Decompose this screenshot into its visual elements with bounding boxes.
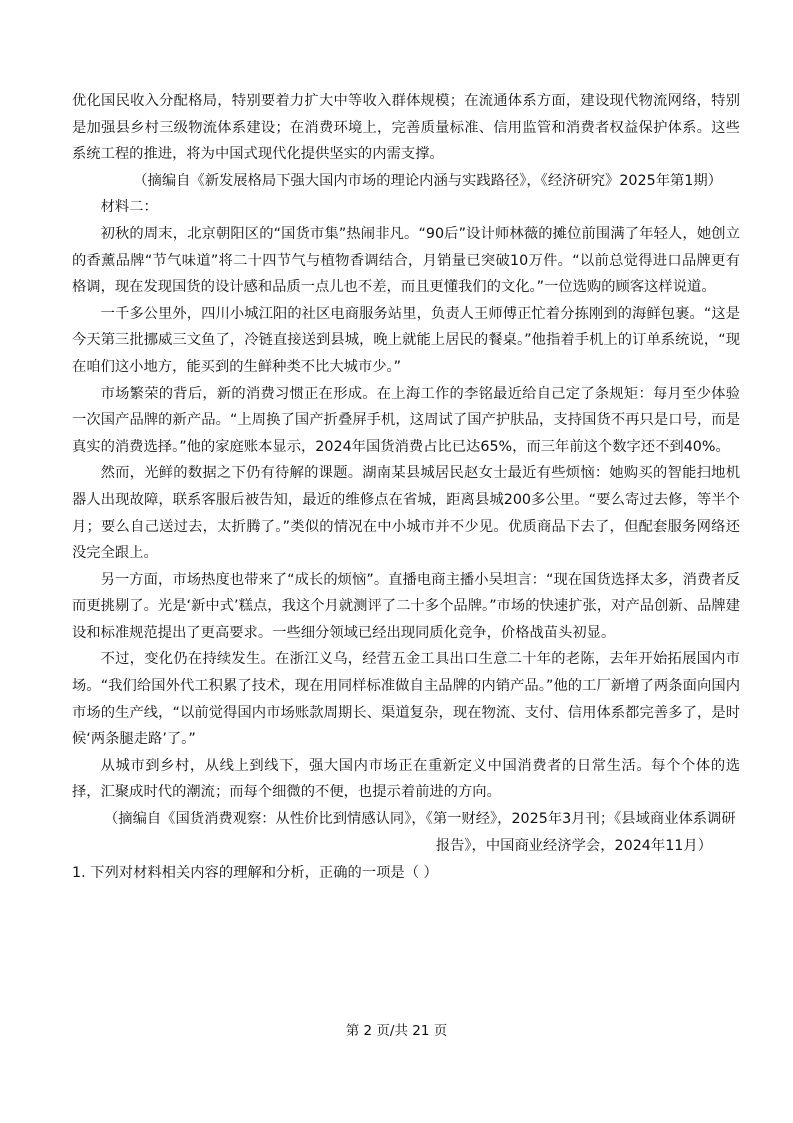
body-paragraph: 另一方面，市场热度也带来了“成长的烦恼”。直播电商主播小吴坦言：“现在国货选择太多，消费者反而更挑剔了。光是‘新中式’糕点，我这个月就测评了二十多个品牌。”市场的快速扩张，对产品创新、品牌建设和标准规范提出了更高要求。一些细分领域已经出现同质化竞争，价格战苗头初显。 bbox=[72, 571, 740, 641]
body-paragraph: 初秋的周末，北京朝阳区的“国货市集”热闹非凡。“90后”设计师林薇的摊位前围满了年轻人，她创立的香薰品牌“节气味道”将二十四节气与植物香调结合，月销量已突破10万件。“以前总觉得进口品牌更有格调，现在发现国货的设计感和品质一点儿也不差，而且更懂我们的文化。”一位选购的顾客这样说道。 bbox=[72, 225, 740, 296]
body-paragraph: 市场繁荣的背后，新的消费习惯正在形成。在上海工作的李铭最近给自己定了条规矩：每月至少体验一次国产品牌的新产品。“上周换了国产折叠屏手机，这周试了国产护肤品，支持国货不再只是口号，而是真实的消费选择。”他的家庭账本显示，2024年国货消费占比已达65%，而三年前这个数字还不到40%。 bbox=[72, 385, 740, 455]
document-body bbox=[72, 88, 740, 885]
body-paragraph: 一千多公里外，四川小城江阳的社区电商服务站里，负责人王师傅正忙着分拣刚到的海鲜包裹。“这是今天第三批挪威三文鱼了，冷链直接送到县城，晚上就能上居民的餐桌。”他指着手机上的订单系统说，“现在咱们这小地方，能买到的生鲜种类不比大城市少。” bbox=[72, 305, 740, 375]
continuation-paragraph: 优化国民收入分配格局，特别要着力扩大中等收入群体规模；在流通体系方面，建设现代物流网络，特别是加强县乡村三级物流体系建设；在消费环境上，完善质量标准、信用监管和消费者权益保护体系。这些系统工程的推进，将为中国式现代化提供坚实的内需支撑。 bbox=[72, 93, 740, 163]
page-footer: 第 2 页/共 21 页 bbox=[345, 1023, 448, 1039]
source-citation-2-line2: 报告》，中国商业经济学会，2024年11月） bbox=[435, 837, 712, 854]
body-paragraph: 然而，光鲜的数据之下仍有待解的课题。湖南某县城居民赵女士最近有些烦恼：她购买的智能扫地机器人出现故障，联系客服后被告知，最近的维修点在省城，距离县城200多公里。“要么寄过去修，等半个月；要么自己送过去，太折腾了。”类似的情况在中小城市并不少见。优质商品下去了，但配套服务网络还没完全跟上。 bbox=[72, 465, 740, 562]
question-1: 1. 下列对材料相关内容的理解和分析，正确的一项是（ ） bbox=[72, 865, 438, 882]
source-citation-1: （摘编自《新发展格局下强大国内市场的理论内涵与实践路径》，《经济研究》2025年第1期） bbox=[133, 172, 722, 189]
material-label: 材料二： bbox=[100, 199, 158, 216]
body-paragraph: 不过，变化仍在持续发生。在浙江义乌，经营五金工具出口生意二十年的老陈，去年开始拓展国内市场。“我们给国外代工积累了技术，现在用同样标准做自主品牌的内销产品。”他的工厂新增了两条面向国内市场的生产线，“以前觉得国内市场账款周期长、渠道复杂，现在物流、支付、信用体系都完善多了，是时候‘两条腿走路’了。” bbox=[72, 651, 740, 748]
body-paragraph: 从城市到乡村，从线上到线下，强大国内市场正在重新定义中国消费者的日常生活。每个个体的选择，汇聚成时代的潮流；而每个细微的不便，也提示着前进的方向。 bbox=[72, 757, 740, 801]
source-citation-2-line1: （摘编自《国货消费观察：从性价比到情感认同》，《第一财经》，2025年3月刊；《县域商业体系调研 bbox=[104, 811, 736, 828]
